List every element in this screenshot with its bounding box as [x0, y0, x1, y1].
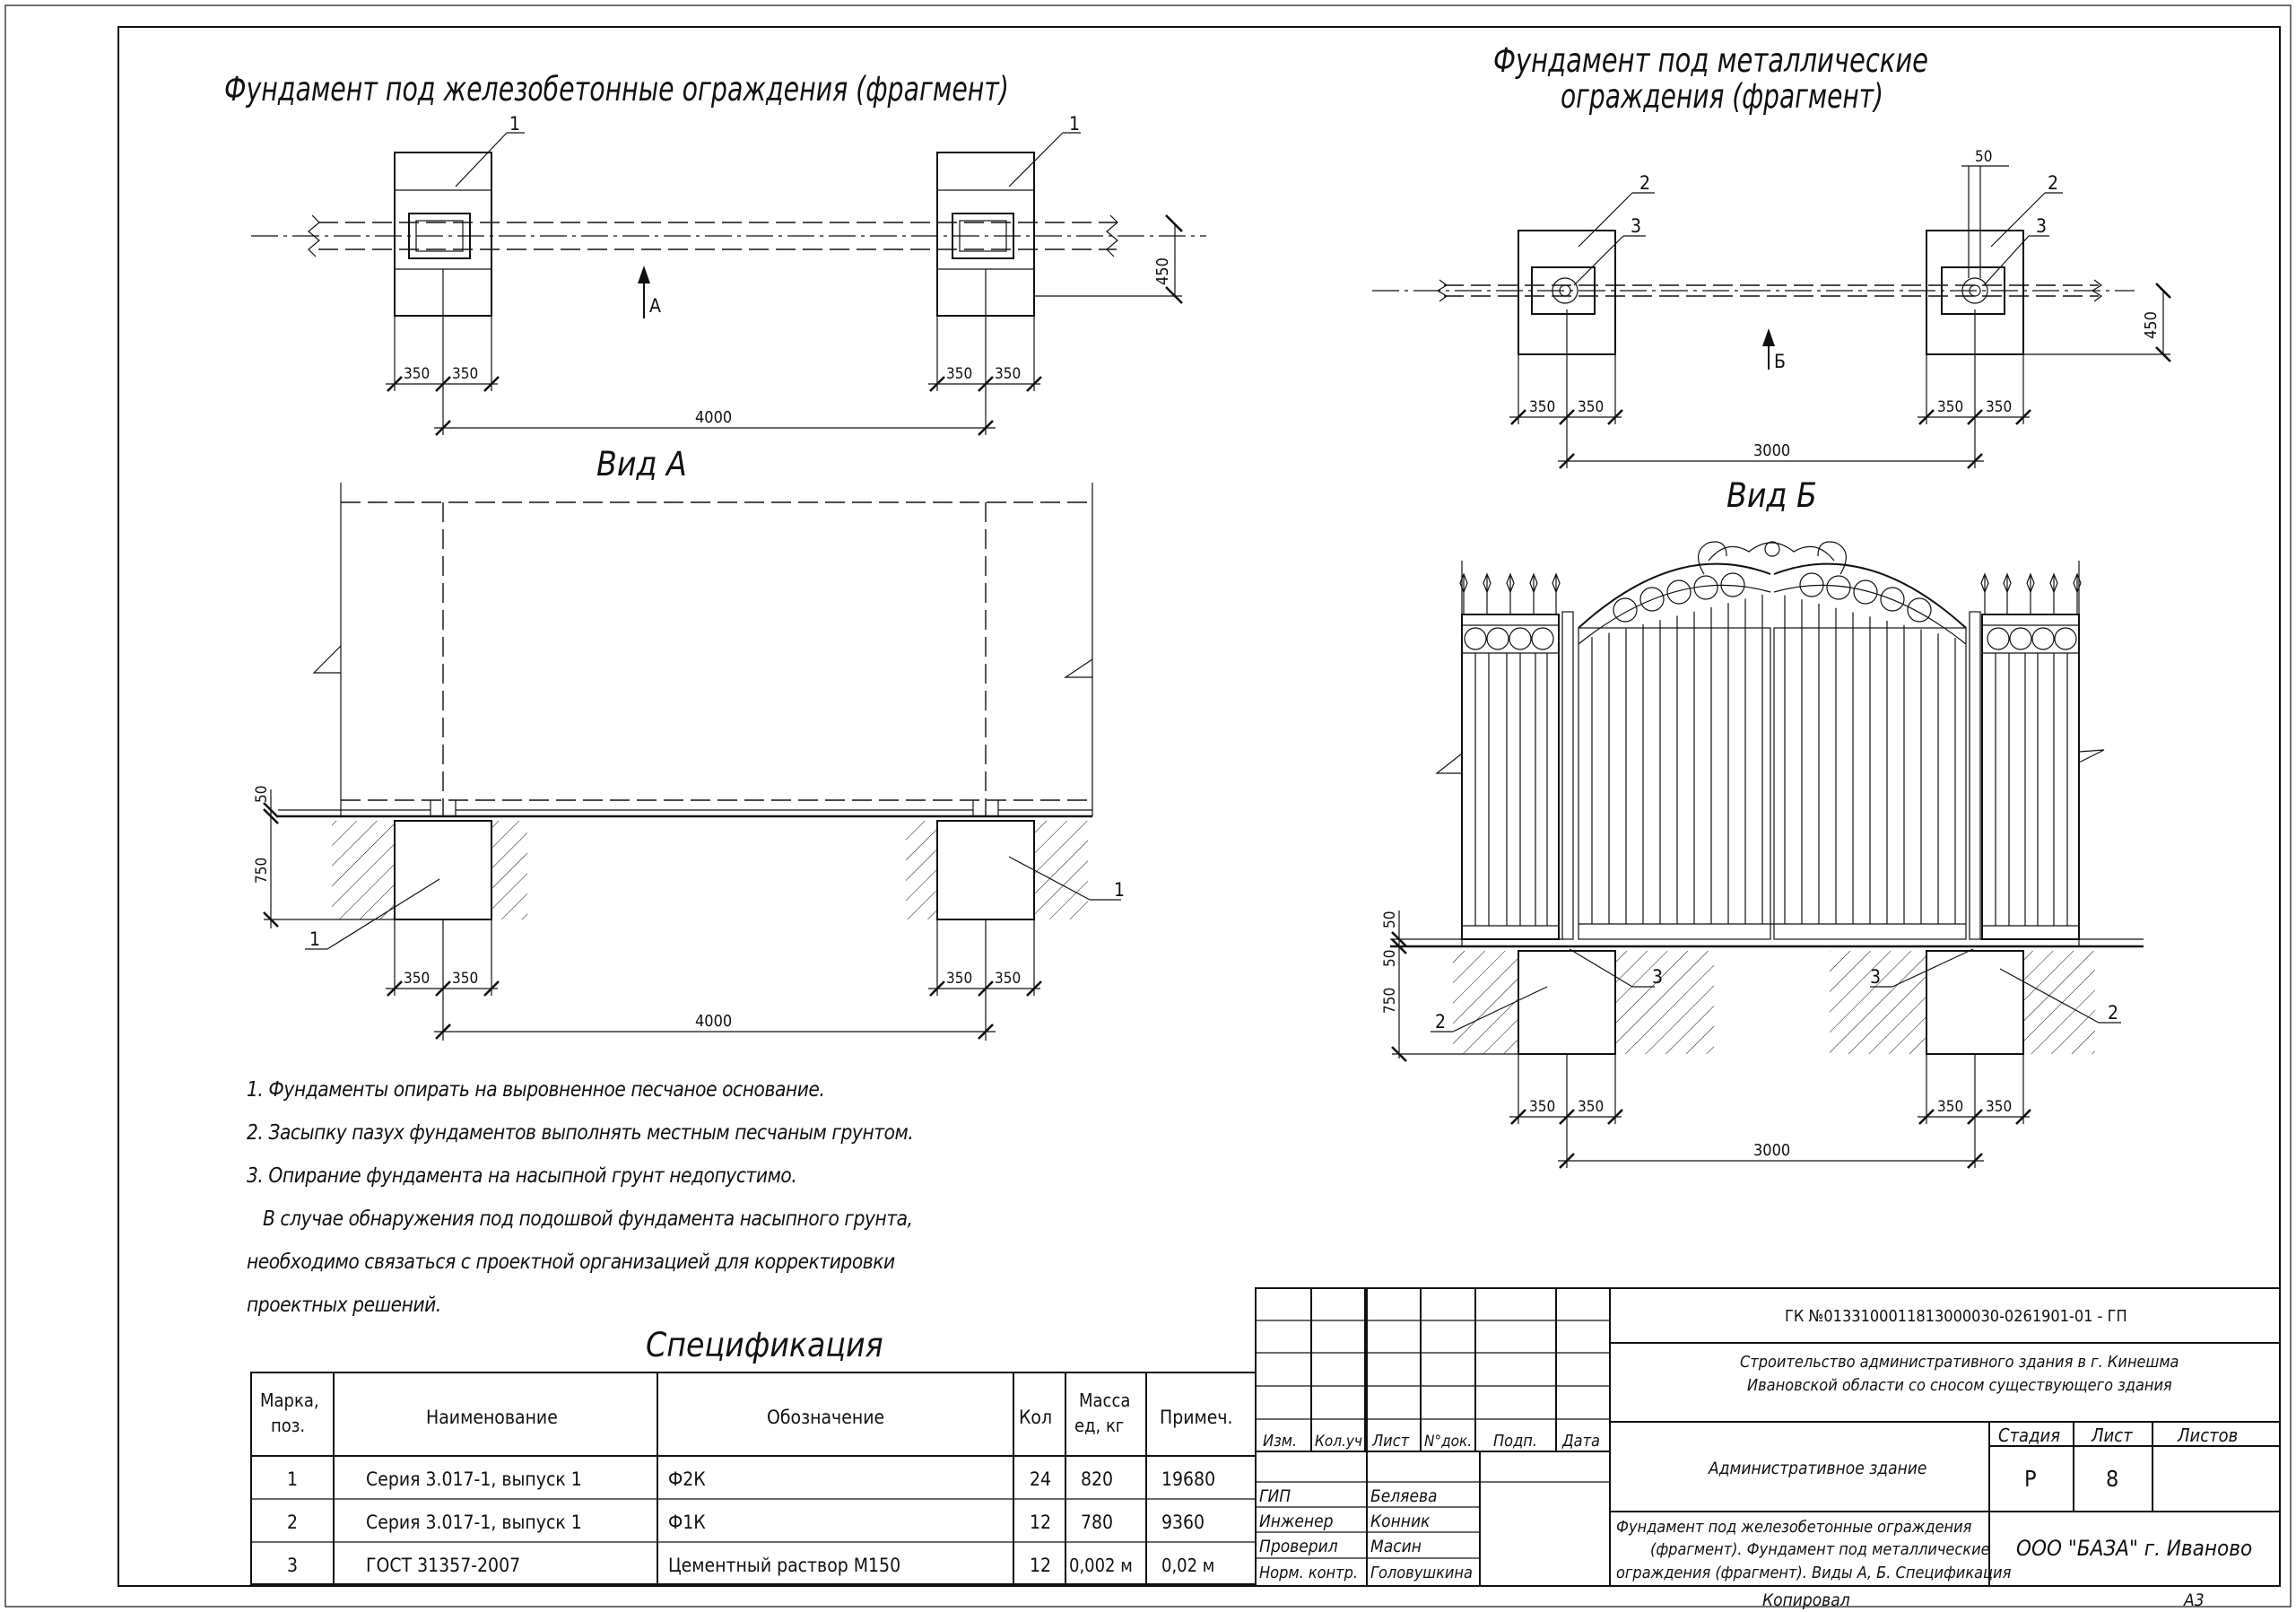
- dim-750-a: 750: [253, 857, 271, 884]
- dim-350-b3: 350: [946, 970, 973, 988]
- title-right-top-2: ограждения (фрагмент): [1561, 77, 1883, 116]
- row2-pos: 2: [287, 1512, 299, 1533]
- dim-350-a1: 350: [404, 365, 430, 383]
- dim-50-top: 50: [1975, 148, 1993, 166]
- hdr-code: Обозначение: [767, 1407, 885, 1428]
- dim-350-a4: 350: [995, 365, 1022, 383]
- hdr-mass-2: ед, кг: [1074, 1415, 1125, 1436]
- row3-qty: 12: [1030, 1555, 1052, 1576]
- dim-50-b1: 50: [1381, 911, 1399, 928]
- plan-concrete-fence: [224, 70, 1206, 435]
- dim-350-a2: 350: [452, 365, 479, 383]
- role-check: Проверил: [1259, 1537, 1338, 1556]
- hdr-name: Наименование: [426, 1407, 558, 1428]
- hdr-qty: Кол: [1019, 1407, 1053, 1428]
- row2-code: Ф1К: [668, 1512, 706, 1533]
- dim-350-c4: 350: [1986, 398, 2013, 416]
- row1-code: Ф2К: [668, 1468, 706, 1490]
- col-data: Дата: [1562, 1432, 1600, 1451]
- dim-350-b2: 350: [452, 970, 479, 988]
- view-arrow-a: А: [649, 295, 661, 317]
- pos-1-left-a: 1: [509, 113, 521, 135]
- spec-title: Спецификация: [646, 1326, 883, 1364]
- name-eng: Конник: [1370, 1512, 1431, 1531]
- dim-350-c1: 350: [1529, 398, 1556, 416]
- col-ndok: N°док.: [1424, 1433, 1473, 1451]
- pos-3-view-b-r: 3: [1870, 966, 1882, 988]
- col-podp: Подп.: [1493, 1432, 1538, 1451]
- row3-pos: 3: [287, 1555, 299, 1576]
- title-block: [1256, 1288, 2280, 1610]
- row1-mass: 820: [1081, 1468, 1114, 1490]
- pos-1-view-a-l: 1: [309, 928, 321, 950]
- col-izm: Изм.: [1263, 1432, 1298, 1451]
- dim-350-d3: 350: [1937, 1098, 1964, 1116]
- dim-50-b2: 50: [1381, 949, 1399, 967]
- title-right-top-1: Фундамент под металлические: [1493, 41, 1928, 80]
- dim-4000-b: 4000: [695, 1012, 733, 1031]
- pos-2-view-b-r: 2: [2108, 1002, 2119, 1024]
- sheet-label: Лист: [2092, 1425, 2133, 1446]
- title-view-b: Вид Б: [1726, 476, 1817, 515]
- doc-code: ГК №0133100011813000030-0261901-01 - ГП: [1785, 1307, 2127, 1326]
- note-6: проектных решений.: [247, 1294, 441, 1317]
- dim-350-b4: 350: [995, 970, 1022, 988]
- sheet-value: 8: [2106, 1466, 2119, 1492]
- spec-table: [251, 1326, 1256, 1584]
- hdr-mark-2: поз.: [271, 1415, 306, 1436]
- company: ООО "БАЗА" г. Иваново: [2016, 1536, 2253, 1561]
- pos-2-view-b-l: 2: [1435, 1011, 1447, 1033]
- dim-450-left: 450: [1153, 257, 1172, 285]
- view-a: [253, 445, 1125, 1041]
- project-1: Строительство административного здания в г. Кинешма: [1740, 1353, 2179, 1372]
- pos-3-top-r: 3: [2036, 215, 2048, 237]
- note-3: 3. Опирание фундамента на насыпной грунт недопустимо.: [247, 1164, 797, 1188]
- sheets-label: Листов: [2178, 1425, 2239, 1446]
- dim-4000-a: 4000: [695, 408, 733, 427]
- stage-value: Р: [2024, 1466, 2037, 1492]
- dim-350-c3: 350: [1937, 398, 1964, 416]
- note-1: 1. Фундаменты опирать на выровненное песчаное основание.: [247, 1078, 825, 1102]
- pos-2-top-r: 2: [2048, 172, 2059, 194]
- table-row: [287, 1468, 1215, 1490]
- row2-qty: 12: [1030, 1512, 1052, 1533]
- name-check: Масин: [1370, 1537, 1422, 1556]
- dim-350-d4: 350: [1986, 1098, 2013, 1116]
- title-left-top: Фундамент под железобетонные ограждения (фрагмент): [224, 70, 1009, 109]
- pos-1-left-b: 1: [1069, 113, 1081, 135]
- row1-name: Серия 3.017-1, выпуск 1: [366, 1468, 582, 1490]
- sheet-title-3: ограждения (фрагмент). Виды А, Б. Спецификация: [1616, 1564, 2012, 1582]
- table-row: [287, 1555, 1214, 1576]
- row2-note: 9360: [1161, 1512, 1205, 1533]
- name-norm: Головушкина: [1370, 1564, 1473, 1582]
- note-2: 2. Засыпку пазух фундаментов выполнять местным песчаным грунтом.: [247, 1121, 914, 1145]
- role-gip: ГИП: [1259, 1486, 1292, 1506]
- row3-note: 0,02 м: [1161, 1555, 1215, 1576]
- role-norm: Норм. контр.: [1259, 1564, 1359, 1582]
- dim-350-c2: 350: [1578, 398, 1605, 416]
- pos-2-top-l: 2: [1639, 172, 1651, 194]
- building: Административное здание: [1709, 1459, 1927, 1478]
- row2-mass: 780: [1081, 1512, 1114, 1533]
- col-kol: Кол.уч: [1315, 1433, 1362, 1451]
- dim-450-right: 450: [2142, 311, 2161, 339]
- plan-metal-fence: [1372, 41, 2170, 468]
- row1-qty: 24: [1030, 1468, 1052, 1490]
- format-label: А3: [2184, 1590, 2205, 1610]
- note-5: необходимо связаться с проектной организацией для корректировки: [247, 1250, 895, 1274]
- dim-350-a3: 350: [946, 365, 973, 383]
- view-b: [1381, 476, 2144, 1168]
- project-2: Ивановской области со сносом существующего здания: [1747, 1376, 2172, 1395]
- dim-350-d2: 350: [1578, 1098, 1605, 1116]
- copied-label: Копировал: [1762, 1590, 1850, 1610]
- dim-3000-b: 3000: [1753, 1141, 1791, 1160]
- hdr-mass-1: Масса: [1079, 1390, 1131, 1411]
- row1-note: 19680: [1161, 1468, 1216, 1490]
- view-arrow-b: Б: [1774, 351, 1786, 372]
- role-eng: Инженер: [1259, 1512, 1334, 1531]
- pos-3-top-l: 3: [1631, 215, 1642, 237]
- table-row: [287, 1512, 1205, 1533]
- col-list: Лист: [1372, 1432, 1410, 1451]
- hdr-mark-1: Марка,: [260, 1390, 319, 1411]
- dim-750-b: 750: [1381, 987, 1399, 1014]
- dim-50-a: 50: [253, 785, 271, 803]
- row3-name: ГОСТ 31357-2007: [366, 1555, 521, 1576]
- note-4: В случае обнаружения под подошвой фундамента насыпного грунта,: [247, 1207, 913, 1231]
- stage-label: Стадия: [1998, 1425, 2061, 1446]
- sheet-title-2: (фрагмент). Фундамент под металлические: [1650, 1540, 1990, 1559]
- pos-3-view-b-l: 3: [1652, 966, 1664, 988]
- sheet-title-1: Фундамент под железобетонные ограждения: [1616, 1518, 1972, 1537]
- name-gip: Беляева: [1370, 1486, 1438, 1506]
- dim-3000-a: 3000: [1753, 441, 1791, 460]
- title-view-a: Вид А: [596, 445, 687, 484]
- row1-pos: 1: [287, 1468, 299, 1490]
- hdr-note: Примеч.: [1160, 1407, 1233, 1428]
- row3-code: Цементный раствор М150: [668, 1555, 901, 1576]
- dim-350-d1: 350: [1529, 1098, 1556, 1116]
- row2-name: Серия 3.017-1, выпуск 1: [366, 1512, 582, 1533]
- row3-mass: 0,002 м: [1069, 1555, 1133, 1576]
- dim-350-b1: 350: [404, 970, 430, 988]
- pos-1-view-a-r: 1: [1114, 879, 1126, 901]
